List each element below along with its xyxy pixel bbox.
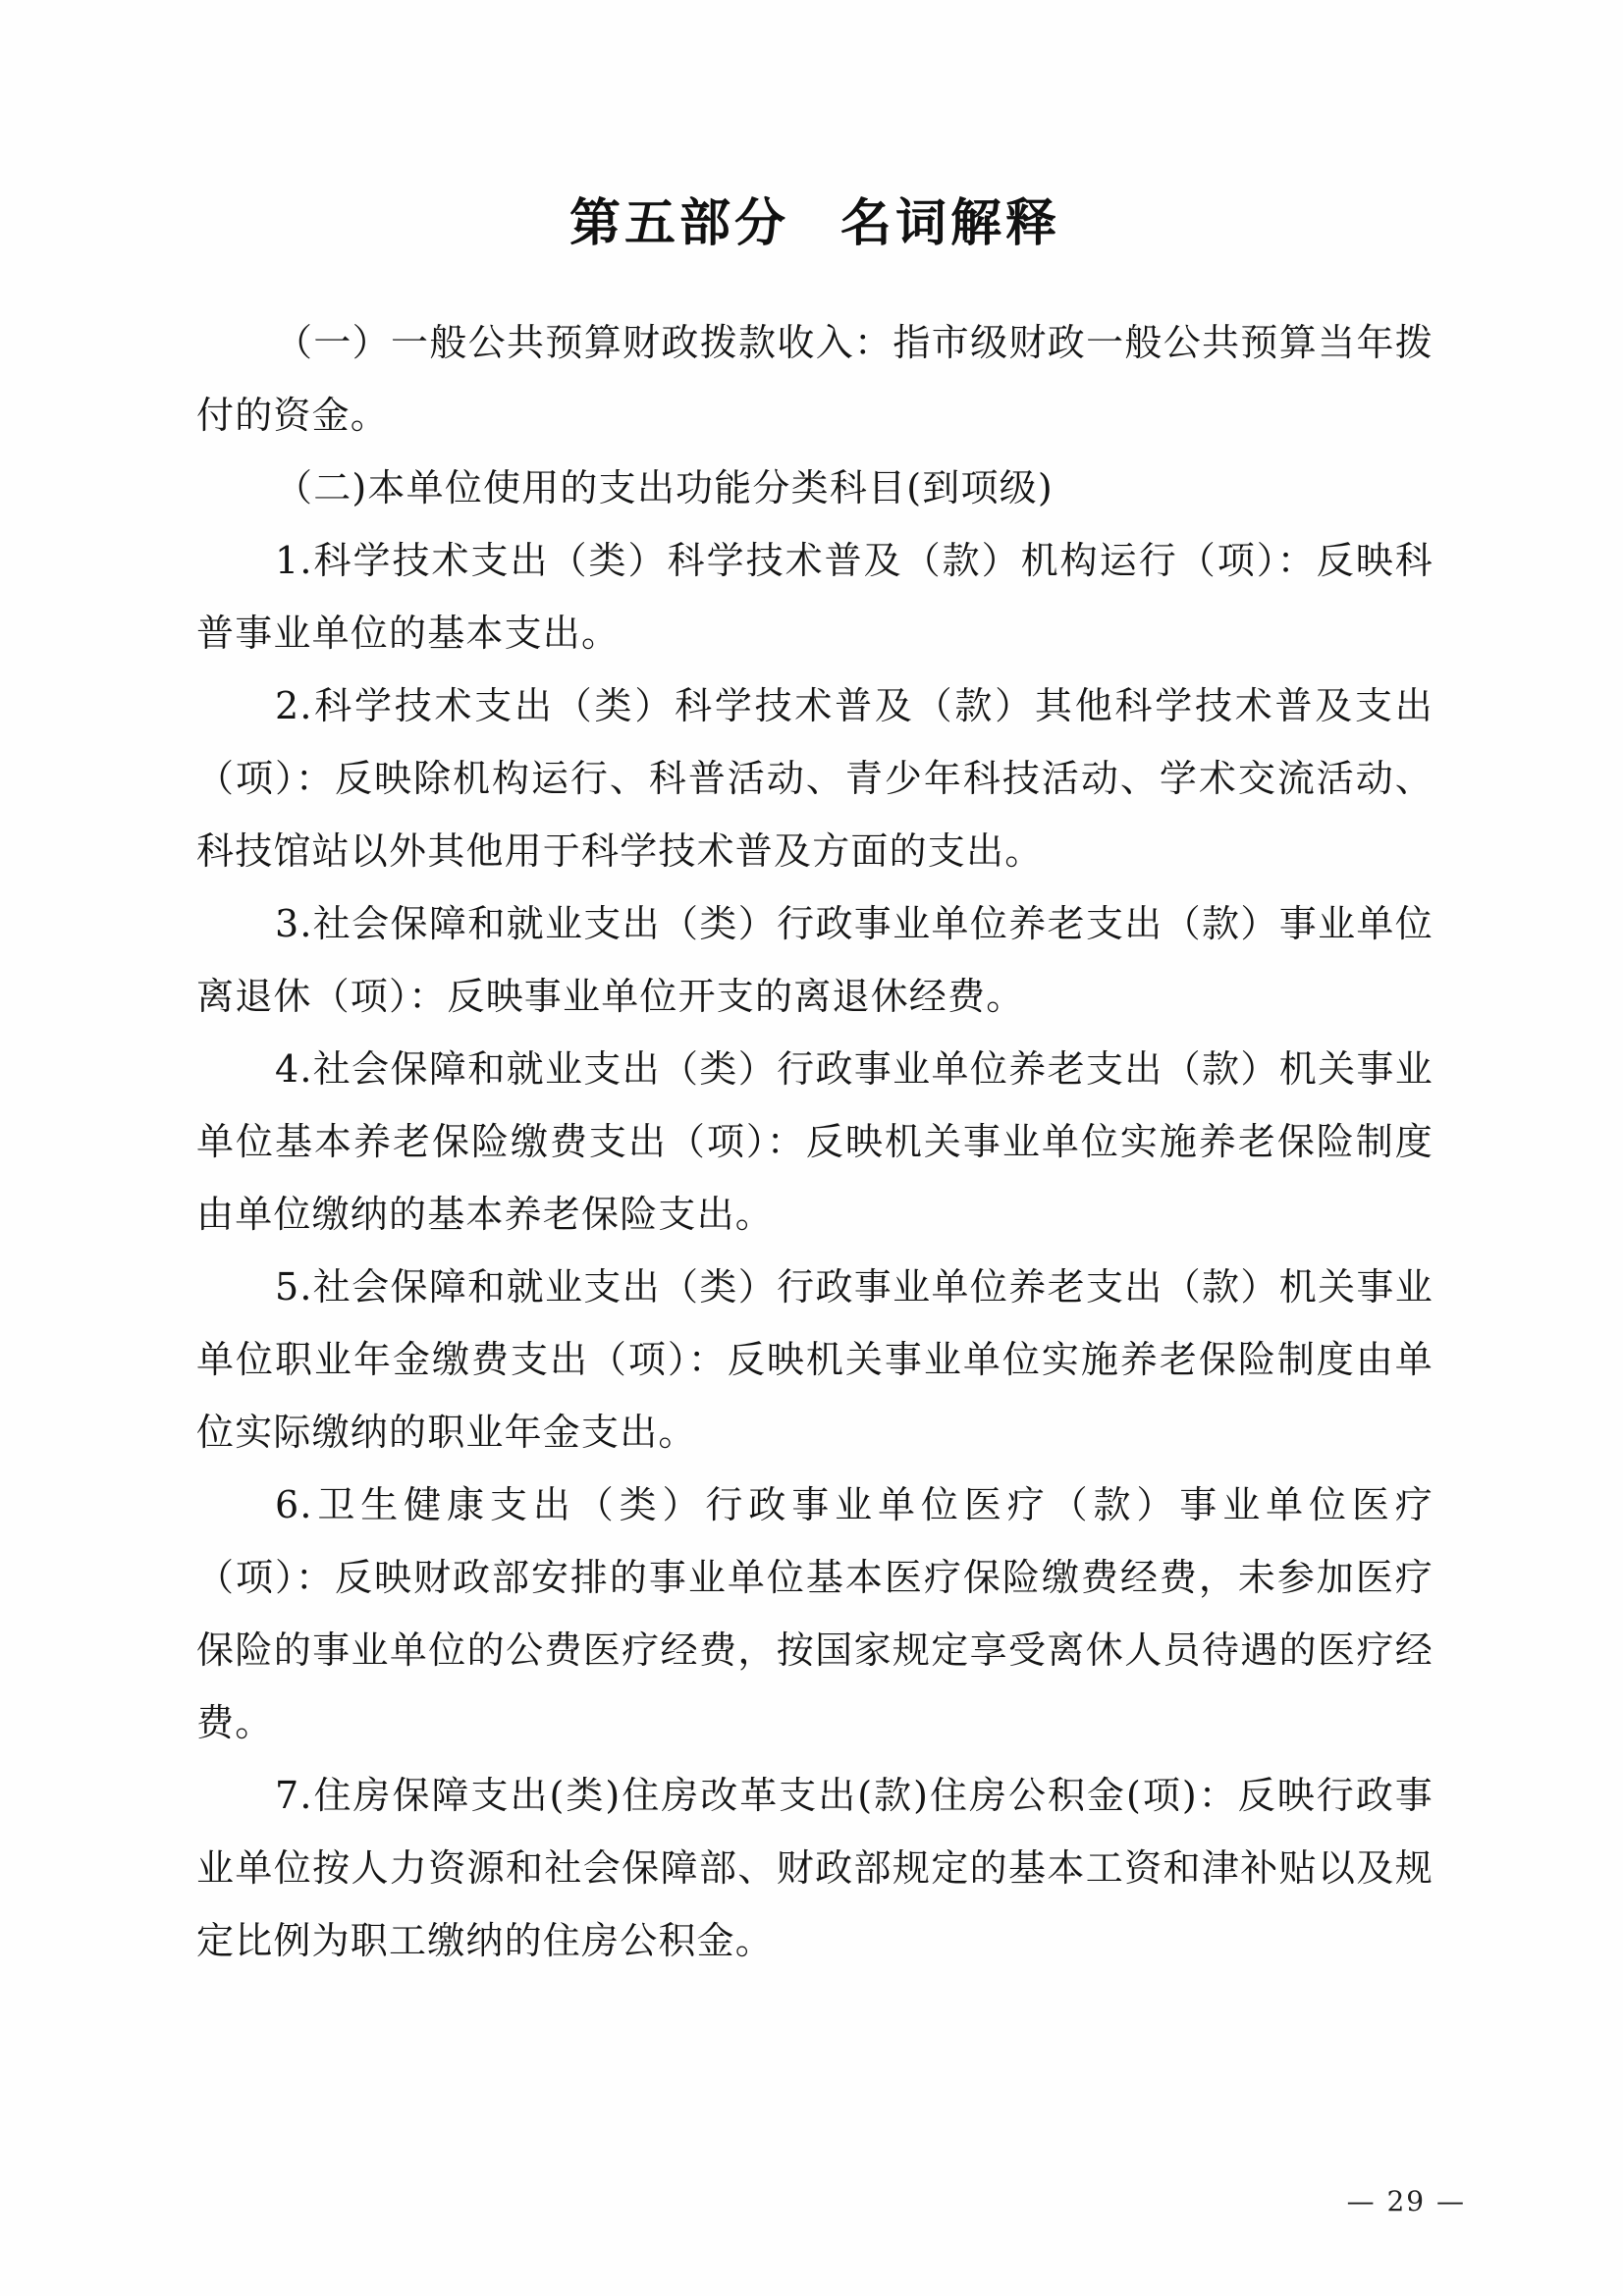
page-number: — 29 —	[1346, 2185, 1466, 2217]
paragraph: （二)本单位使用的支出功能分类科目(到项级)	[275, 466, 1054, 509]
paragraph: 4.社会保障和就业支出（类）行政事业单位养老支出（款）机关事业单位基本养老保险缴费支出（项）：反映机关事业单位实施养老保险制度由单位缴纳的基本养老保险支出。	[196, 1047, 1434, 1236]
paragraph: 3.社会保障和就业支出（类）行政事业单位养老支出（款）事业单位离退休（项）：反映事业单位开支的离退休经费。	[196, 902, 1434, 1018]
paragraph: 1.科学技术支出（类）科学技术普及（款）机构运行（项）：反映科普事业单位的基本支出。	[196, 539, 1434, 655]
page-title-name: 名词解释	[840, 193, 1061, 253]
paragraph: 5.社会保障和就业支出（类）行政事业单位养老支出（款）机关事业单位职业年金缴费支出（项）：反映机关事业单位实施养老保险制度由单位实际缴纳的职业年金支出。	[196, 1265, 1434, 1454]
page-title	[196, 182, 1434, 255]
document-body	[196, 182, 1434, 1977]
paragraph: （一）一般公共预算财政拨款收入：指市级财政一般公共预算当年拨付的资金。	[196, 321, 1434, 437]
paragraph: 6.卫生健康支出（类）行政事业单位医疗（款）事业单位医疗（项）：反映财政部安排的事业单位基本医疗保险缴费经费，未参加医疗保险的事业单位的公费医疗经费，按国家规定享受离休人员待遇的医疗经费。	[196, 1483, 1434, 1744]
page-title-part: 第五部分	[568, 193, 789, 253]
paragraph: 7.住房保障支出(类)住房改革支出(款)住房公积金(项)：反映行政事业单位按人力资源和社会保障部、财政部规定的基本工资和津补贴以及规定比例为职工缴纳的住房公积金。	[196, 1774, 1434, 1962]
paragraph: 2.科学技术支出（类）科学技术普及（款）其他科学技术普及支出（项）：反映除机构运行、科普活动、青少年科技活动、学术交流活动、科技馆站以外其他用于科学技术普及方面的支出。	[196, 684, 1434, 873]
